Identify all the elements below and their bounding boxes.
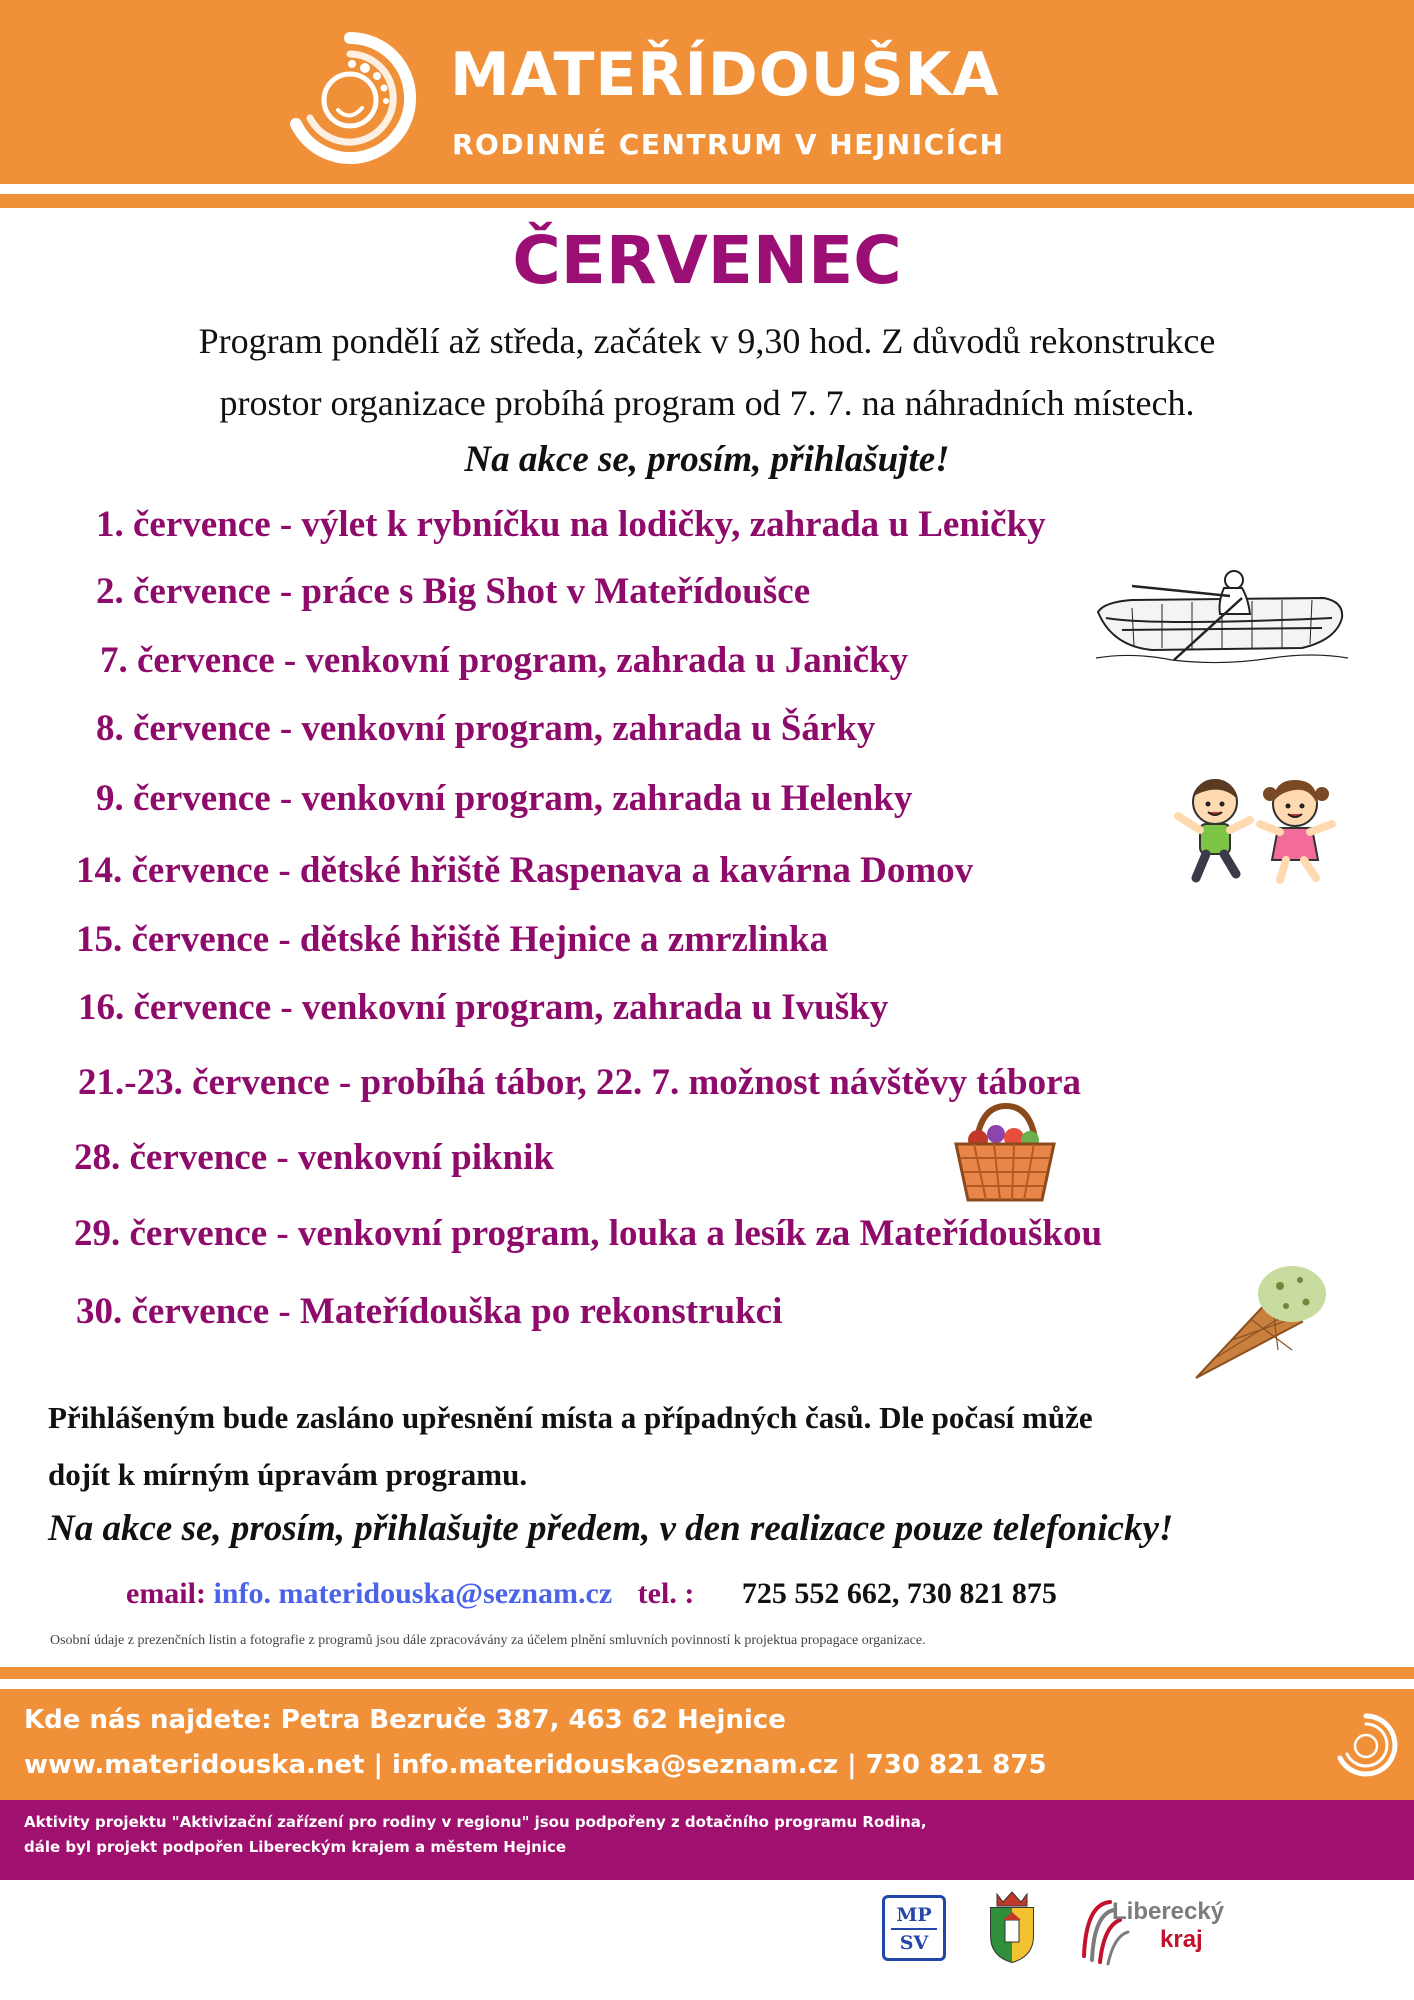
footer-divider	[0, 1679, 1414, 1689]
header-divider	[0, 184, 1414, 194]
event-item: 15. července - dětské hřiště Hejnice a zmrzlinka	[76, 919, 829, 960]
header-stripe	[0, 194, 1414, 208]
footer-address: Kde nás najdete: Petra Bezruče 387, 463 62 Hejnice	[24, 1705, 786, 1735]
picnic-basket-icon	[950, 1100, 1060, 1205]
note-line-1: Přihlášeným bude zasláno upřesnění místa a případných časů. Dle počasí může	[48, 1400, 1093, 1435]
contact-line	[126, 1577, 1057, 1611]
support-line-2: dále byl projekt podpořen Libereckým krajem a městem Hejnice	[24, 1838, 567, 1856]
mpsv-logo-bottom: SV	[891, 1928, 937, 1956]
phone-label: tel. :	[637, 1577, 695, 1610]
event-item: 30. července - Mateřídouška po rekonstrukci	[76, 1291, 783, 1332]
event-item: 2. července - práce s Big Shot v Mateřídoušce	[96, 571, 811, 612]
event-item: 9. července - venkovní program, zahrada u Helenky	[96, 778, 913, 819]
event-item: 16. července - venkovní program, zahrada u Ivušky	[78, 987, 889, 1028]
event-item: 7. července - venkovní program, zahrada u Janičky	[100, 640, 909, 681]
event-item: 21.-23. července - probíhá tábor, 22. 7. možnost návštěvy tábora	[78, 1062, 1082, 1103]
event-item: 1. července - výlet k rybníčku na lodičky, zahrada u Leničky	[96, 504, 1046, 545]
intro-line-1: Program pondělí až středa, začátek v 9,30 hod. Z důvodů rekonstrukce	[198, 321, 1216, 361]
footer-stripe	[0, 1667, 1414, 1679]
page-title: ČERVENEC	[512, 222, 902, 299]
mpsv-logo-top: MP	[896, 1904, 932, 1926]
footer-web-links[interactable]: www.materidouska.net | info.materidouska@seznam.cz | 730 821 875	[24, 1750, 1047, 1780]
kraj-text: kraj	[1160, 1926, 1203, 1953]
mpsv-logo	[882, 1895, 946, 1961]
note-line-3: Na akce se, prosím, přihlašujte předem, v den realizace pouze telefonicky!	[48, 1508, 1174, 1549]
signup-reminder: Na akce se, prosím, přihlašujte!	[464, 439, 950, 480]
brand-subtitle: RODINNÉ CENTRUM V HEJNICÍCH	[452, 128, 1005, 161]
event-item: 29. července - venkovní program, louka a lesík za Mateřídouškou	[74, 1213, 1103, 1254]
phone-numbers: 725 552 662, 730 821 875	[741, 1577, 1057, 1610]
rowing-boat-icon	[1092, 568, 1352, 668]
liberecky-text: Liberecký	[1112, 1898, 1225, 1925]
email-label: email:	[126, 1577, 206, 1610]
event-item: 14. července - dětské hřiště Raspenava a kavárna Domov	[76, 850, 974, 891]
intro-line-2: prostor organizace probíhá program od 7. 7. na náhradních místech.	[219, 383, 1195, 423]
brand-name: MATEŘÍDOUŠKA	[450, 40, 1000, 110]
gdpr-notice: Osobní údaje z prezenčních listin a fotografie z programů jsou dále zpracovávány za účelem plnění smluvních povinností k projektua propagace organizace.	[50, 1633, 926, 1648]
children-icon	[1170, 770, 1345, 885]
swirl-logo-icon	[280, 28, 420, 168]
note-line-2: dojít k mírným úpravám programu.	[48, 1457, 528, 1492]
event-item: 28. července - venkovní piknik	[74, 1137, 554, 1178]
swirl-logo-icon	[1333, 1712, 1399, 1778]
email-link[interactable]: info. materidouska@seznam.cz	[213, 1577, 613, 1610]
ice-cream-cone-icon	[1192, 1250, 1332, 1380]
event-item: 8. července - venkovní program, zahrada u Šárky	[96, 708, 876, 749]
support-line-1: Aktivity projektu "Aktivizační zařízení pro rodiny v regionu" jsou podpořeny z dotačního programu Rodina,	[24, 1813, 927, 1831]
hejnice-crest-icon	[987, 1890, 1037, 1964]
